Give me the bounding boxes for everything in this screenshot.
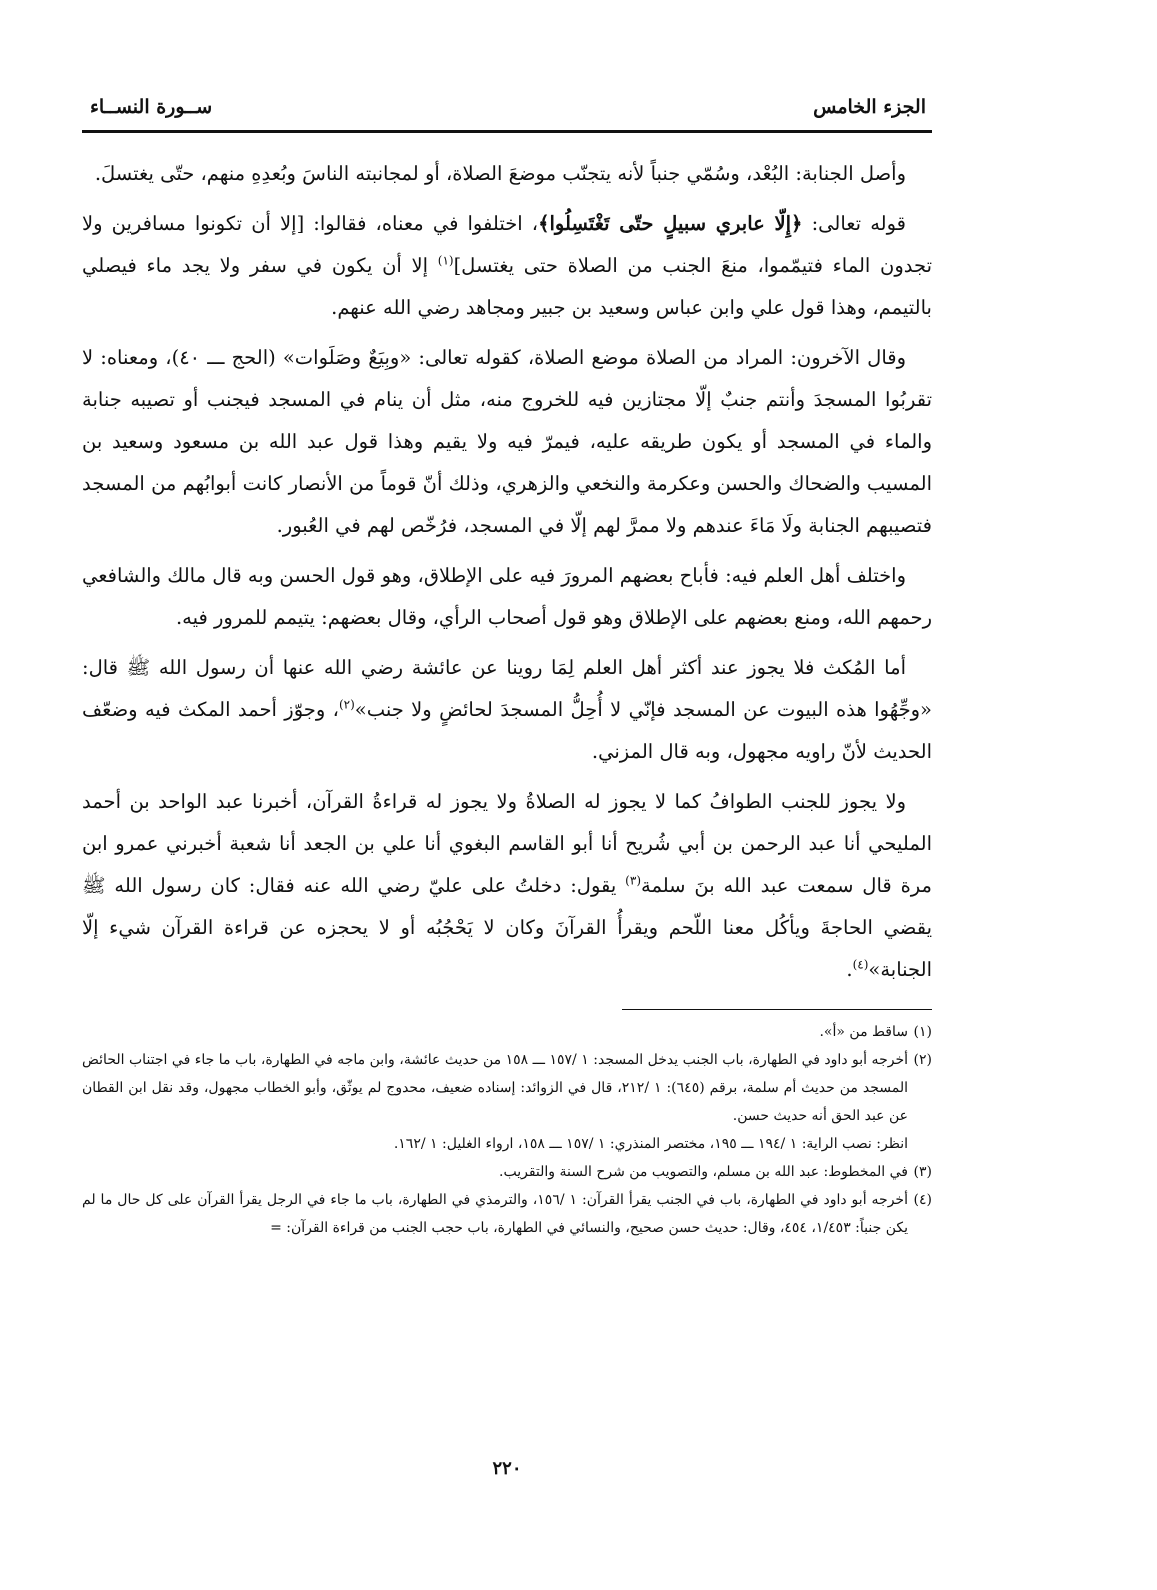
paragraph-janaba-origin xyxy=(82,153,932,195)
footnote-2 xyxy=(82,1046,932,1130)
footnote-ref[interactable]: (٢) xyxy=(338,697,355,712)
paragraph-staying xyxy=(82,647,932,773)
main-text xyxy=(82,153,932,991)
footnote-4 xyxy=(82,1186,932,1242)
footnote-number: (٤) xyxy=(913,1192,932,1208)
paragraph-text: ولا يجوز للجنب الطوافُ كما لا يجوز له الصلاةُ ولا يجوز له قراءةُ القرآن، أخبرنا عبد الواحد بن أحمد المليحي أنا عبد الرحمن بن أبي شُريح أنا أبو القاسم البغوي أنا علي بن الجعد أنا شعبة أخبرني عمرو ابن مرة قال سمعت عبد الله بنَ سلمة xyxy=(82,790,933,897)
page-number: ٢٢٠ xyxy=(492,1458,522,1479)
paragraph-text: أما المُكث فلا يجوز عند أكثر أهل العلم لِمَا روينا عن عائشة رضي الله عنها أن رسول الله ﷺ قال: «وجِّهُوا هذه البيوت عن المسجد فإنّي لا أُحِلُّ المسجدَ لحائضٍ ولا جنب» xyxy=(82,656,932,721)
paragraph-text: قوله تعالى: xyxy=(802,212,907,235)
footnote-number: (٣) xyxy=(913,1164,932,1180)
footnote-divider xyxy=(622,1009,932,1010)
footnote-text: أخرجه أبو داود في الطهارة، باب في الجنب يقرأ القرآن: ١ /١٥٦، والترمذي في الطهارة، باب ما جاء في الرجل يقرأ القرآن على كل حال ما لم يكن جنباً: ١/٤٥٣، ٤٥٤، وقال: حديث حسن صحيح، والنسائي في الطهارة، باب حجب الجنب من قراءة القرآن: = xyxy=(82,1192,908,1236)
footnote-2-see-also xyxy=(82,1130,932,1158)
footnote-text: ساقط من «أ». xyxy=(819,1024,908,1040)
paragraph-text: يقول: دخلتُ على عليّ رضي الله عنه فقال: كان رسول الله ﷺ يقضي الحاجةَ ويأكُل معنا اللّحم ويقرأُ القرآنَ وكان لا يَحْجُبُه أو لا يحجزه عن قراءة القرآن شيء إلّا الجنابة» xyxy=(82,874,932,981)
paragraph-others-opinion xyxy=(82,337,932,547)
paragraph-text: . xyxy=(846,958,853,981)
footnote-number: (٢) xyxy=(913,1052,932,1068)
footnote-ref[interactable]: (٣) xyxy=(625,873,641,888)
book-page xyxy=(82,86,932,1556)
paragraph-text: وقال الآخرون: المراد من الصلاة موضع الصلاة، كقوله تعالى: «وبِيَعٌ وصَلَوات» (الحج ـــ ٤٠)، ومعناه: لا تقربُوا المسجدَ وأنتم جنبٌ إلّا مجتازين فيه للخروج منه، مثل أن ينام في المسجد فيجنب أو تصيبه جنابة والماء في المسجد أو يكون طريقه عليه، فيمرّ فيه ولا يقيم وهذا قول عبد الله بن مسعود وسعيد بن المسيب والضحاك والحسن وعكرمة والنخعي والزهري، وذلك أنّ قوماً من الأنصار كانت أبوابُهم من المسجد فتصيبهم الجنابة ولَا مَاءَ عندهم ولا ممرَّ لهم إلّا في المسجد، فرُخّص لهم في العُبور. xyxy=(82,346,932,537)
paragraph-verse-commentary xyxy=(82,203,932,329)
paragraph-scholars-differ xyxy=(82,555,932,639)
quran-verse: ﴿إِلّا عابري سبيلٍ حتّى تَغْتَسِلُوا﴾ xyxy=(538,212,803,235)
footnote-text: انظر: نصب الراية: ١ /١٩٤ ـــ ١٩٥، مختصر المنذري: ١ /١٥٧ ـــ ١٥٨، ارواء الغليل: ١ /١٦٢. xyxy=(393,1136,908,1152)
paragraph-text: ، اختلفوا في معناه، فقالوا: [إلا أن تكونوا مسافرين ولا تجدون الماء فتيمّموا، منعَ الجنب من الصلاة حتى يغتسل] xyxy=(82,212,932,277)
footnote-3 xyxy=(82,1158,932,1186)
paragraph-tawaf xyxy=(82,781,932,991)
footnote-ref[interactable]: (٤) xyxy=(852,957,869,972)
footnote-text: في المخطوط: عبد الله بن مسلم، والتصويب من شرح السنة والتقريب. xyxy=(499,1164,908,1180)
surah-title: ســورة النســاء xyxy=(90,96,213,118)
paragraph-text: وأصل الجنابة: البُعْد، وسُمّي جنباً لأنه يتجنّب موضعَ الصلاة، أو لمجانبته الناسَ وبُعدِهِ منهم، حتّى يغتسلَ. xyxy=(94,162,906,185)
paragraph-text: ، وجوّز أحمد المكث فيه وضعّف الحديث لأنّ راويه مجهول، وبه قال المزني. xyxy=(82,698,932,763)
footnote-text: أخرجه أبو داود في الطهارة، باب الجنب يدخل المسجد: ١ /١٥٧ ـــ ١٥٨ من حديث عائشة، وابن ماجه في الطهارة، باب ما جاء في اجتناب الحائض المسجد من حديث أم سلمة، برقم (٦٤٥): ١ /٢١٢، قال في الزوائد: إسناده ضعيف، محدوج لم يوثّق، وأبو الخطاب مجهول، وقد نقل ابن القطان عن عبد الحق أنه حديث حسن. xyxy=(82,1052,908,1124)
footnotes xyxy=(82,1018,932,1242)
footnote-number: (١) xyxy=(913,1024,932,1040)
paragraph-text: واختلف أهل العلم فيه: فأباح بعضهم المرورَ فيه على الإطلاق، وهو قول الحسن وبه قال مالك والشافعي رحمهم الله، ومنع بعضهم على الإطلاق وهو قول أصحاب الرأي، وقال بعضهم: يتيمم للمرور فيه. xyxy=(82,564,932,629)
footnote-1 xyxy=(82,1018,932,1046)
running-header xyxy=(82,86,932,133)
footnote-ref[interactable]: (١) xyxy=(437,253,454,268)
part-title: الجزء الخامس xyxy=(813,96,926,118)
paragraph-text: إلا أن يكون في سفر ولا يجد ماء فيصلي بالتيمم، وهذا قول علي وابن عباس وسعيد بن جبير ومجاهد رضي الله عنهم. xyxy=(82,254,932,319)
